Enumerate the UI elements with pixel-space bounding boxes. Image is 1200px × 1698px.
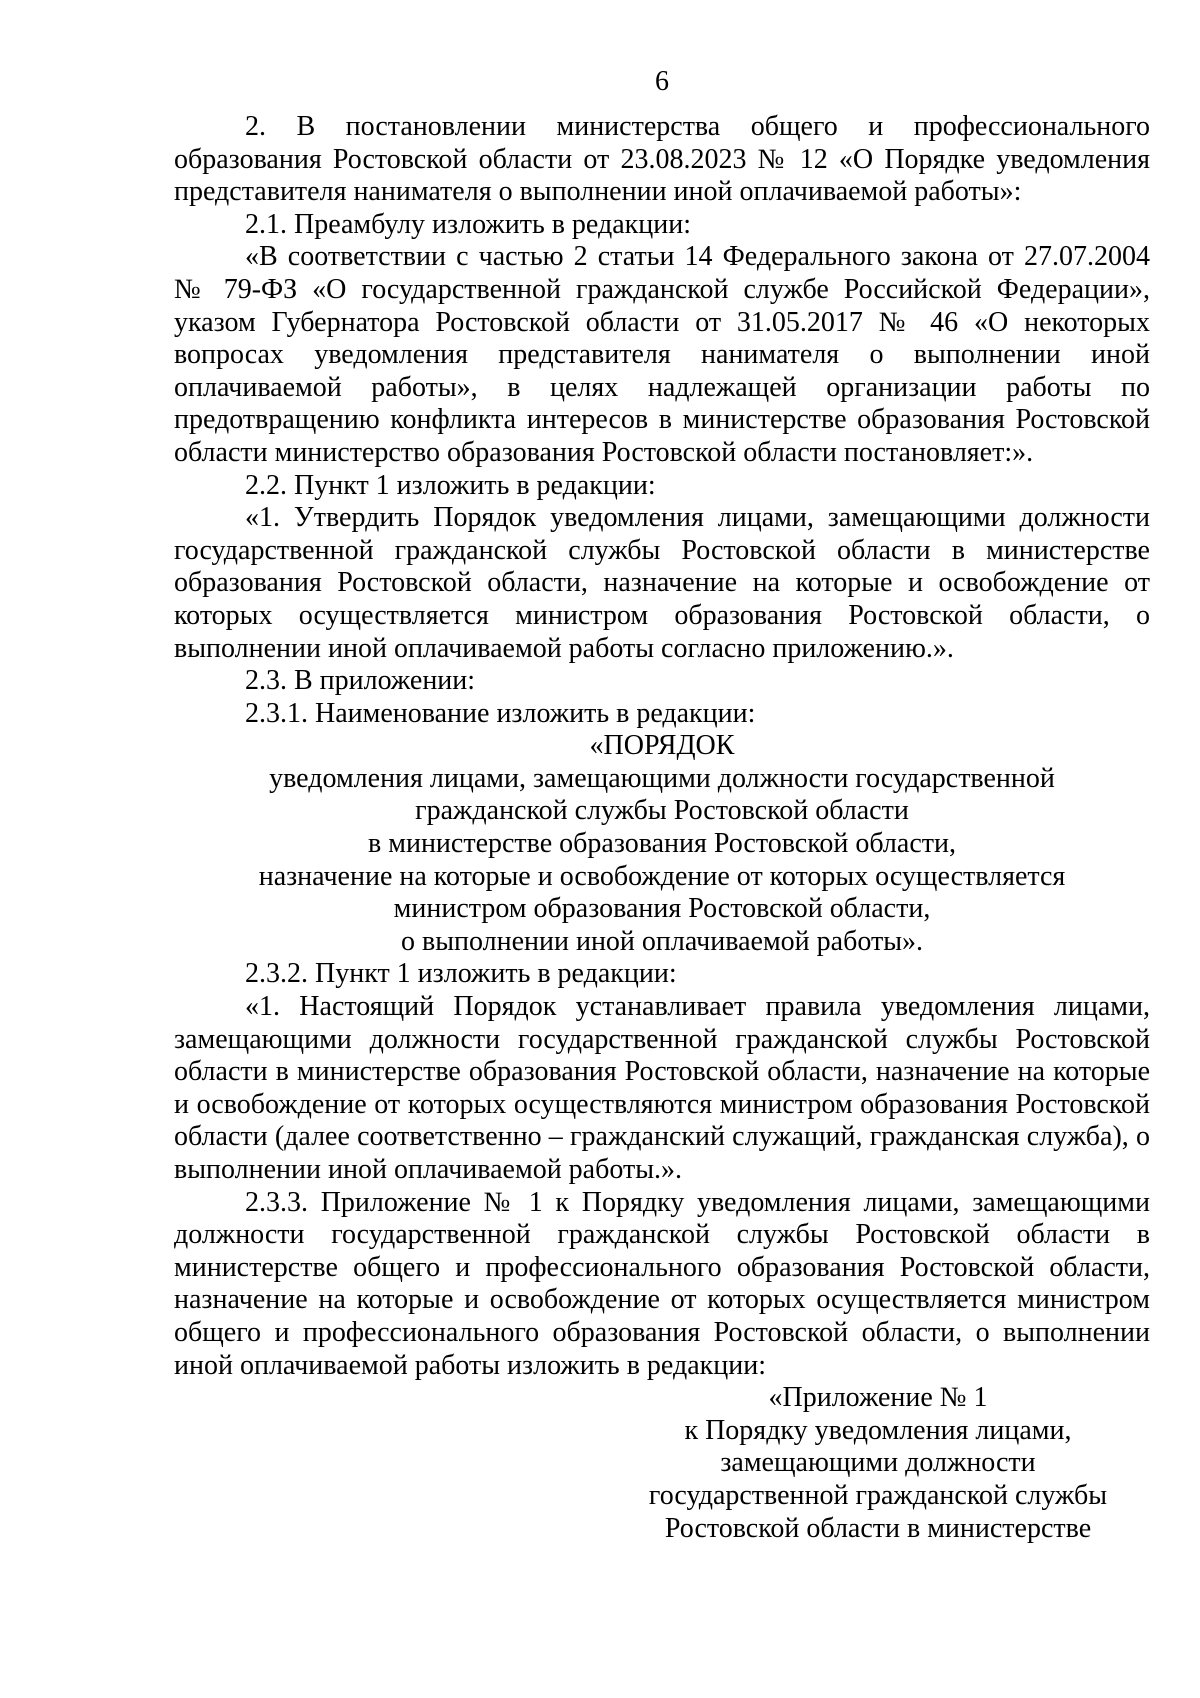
paragraph-2-1: 2.1. Преамбулу изложить в редакции: xyxy=(245,208,692,240)
title-line: «ПОРЯДОК xyxy=(589,730,735,762)
paragraph-2-3: 2.3. В приложении: xyxy=(245,665,476,697)
order-title-block xyxy=(174,730,1150,958)
appendix-header-line: «Приложение № 1 xyxy=(768,1382,988,1414)
paragraph-2-2: 2.2. Пункт 1 изложить в редакции: xyxy=(245,469,656,501)
paragraph-item-1-text: «1. Утвердить Порядок уведомления лицами, замещающими должности государственной гражданской службы Ростовской области в министерстве образования Ростовской области, назначение на которые и освобождение от которых осуществляется министром образования Ростовской области, о выполнении иной оплачиваемой работы согласно приложению.». xyxy=(174,502,1150,664)
title-line: назначение на которые и освобождение от которых осуществляется xyxy=(258,860,1066,892)
paragraph-2-3-2: 2.3.2. Пункт 1 изложить в редакции: xyxy=(245,958,677,990)
document-page xyxy=(174,66,1150,1545)
paragraph-2: 2. В постановлении министерства общего и профессионального образования Ростовской области от 23.08.2023 № 12 «О Порядке уведомления представителя нанимателя о выполнении иной оплачиваемой работы»: xyxy=(174,111,1150,208)
title-line: министром образования Ростовской области, xyxy=(393,893,931,925)
appendix-header xyxy=(646,1382,1110,1545)
paragraph-2-3-3: 2.3.3. Приложение № 1 к Порядку уведомления лицами, замещающими должности государственной гражданской службы Ростовской области в министерстве общего и профессионального образования Ростовской области, назначение на которые и освобождение от которых осуществляется министром общего и профессионального образования Ростовской области, о выполнении иной оплачиваемой работы изложить в редакции: xyxy=(174,1186,1150,1381)
appendix-header-line: государственной гражданской службы xyxy=(648,1479,1108,1511)
appendix-header-line: Ростовской области в министерстве xyxy=(664,1512,1092,1544)
paragraph-preamble-text: «В соответствии с частью 2 статьи 14 Федерального закона от 27.07.2004 № 79-ФЗ «О государственной гражданской службе Российской Федерации», указом Губернатора Ростовской области от 31.05.2017 № 46 «О некоторых вопросах уведомления представителя нанимателя о выполнении иной оплачиваемой работы», в целях надлежащей организации работы по предотвращению конфликта интересов в министерстве образования Ростовской области министерство образования Ростовской области постановляет:». xyxy=(174,241,1150,468)
title-line: о выполнении иной оплачиваемой работы». xyxy=(400,925,924,957)
appendix-header-line: замещающими должности xyxy=(720,1447,1036,1479)
title-line: в министерстве образования Ростовской области, xyxy=(368,828,956,860)
appendix-header-line: к Порядку уведомления лицами, xyxy=(684,1414,1072,1446)
paragraph-2-3-1: 2.3.1. Наименование изложить в редакции: xyxy=(245,697,756,729)
paragraph-order-item-1-text: «1. Настоящий Порядок устанавливает правила уведомления лицами, замещающими должности государственной гражданской службы Ростовской области в министерстве образования Ростовской области, назначение на которые и освобождение от которых осуществляются министром образования Ростовской области (далее соответственно – гражданский служащий, гражданская служба), о выполнении иной оплачиваемой работы.». xyxy=(174,991,1150,1185)
title-line: уведомления лицами, замещающими должности государственной xyxy=(269,762,1055,794)
title-line: гражданской службы Ростовской области xyxy=(415,795,909,827)
page-number: 6 xyxy=(655,66,669,97)
